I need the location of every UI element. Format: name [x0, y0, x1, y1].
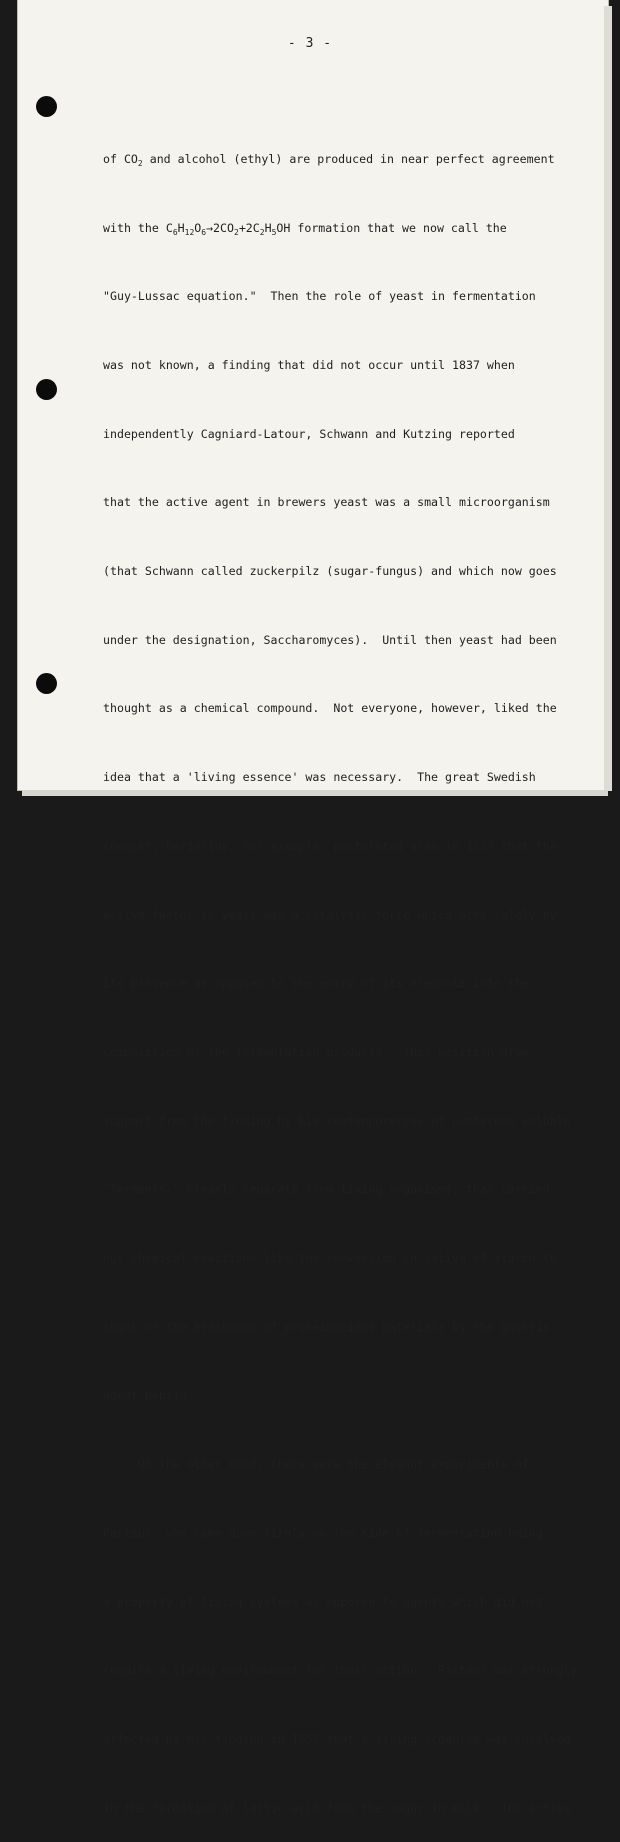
text-line: in the formation of lactic acid from the sugar in milk. The active	[103, 1800, 571, 1815]
text-line: was not known, a finding that did not occur until 1837 when	[103, 357, 515, 372]
text-line: thought as a chemical compound. Not everyone, however, liked the	[103, 701, 557, 716]
text-line: "ferments," clearly separate from living organisms, that carried	[103, 1182, 550, 1197]
text-line: agent pepsin.	[103, 1388, 194, 1403]
text-line: On the other hand, there were the elegant experiments of	[103, 1457, 529, 1472]
text-line: composition of the fermentation products. This position drew	[103, 1044, 529, 1059]
text-line: idea that a 'living essence' was necessary. The great Swedish	[103, 770, 536, 785]
text-line: sugar or the breakdown of proteinacious materials by the gastric	[103, 1319, 550, 1334]
text-line: with the $C_6H_{12}O_6\to 2CO_2+2C_2H_5OH$ formation that we now call the	[103, 220, 507, 237]
text-line: under the designation, Saccharomyces). Until then yeast had been	[103, 632, 557, 647]
text-line: "Guy-Lussac equation." Then the role of yeast in fermentation	[103, 289, 536, 304]
text-line: chemist, Berzelius, for example, postulated also in 1837 that the	[103, 838, 557, 853]
punch-hole-top	[36, 96, 57, 117]
text-line: (that Schwann called zuckerpilz (sugar-fungus) and which now goes	[103, 564, 557, 579]
punch-hole-middle	[36, 379, 57, 400]
text-line: support from the finding by his contemporaries of numberous soluble	[103, 1113, 571, 1128]
page-edge-right	[604, 6, 612, 791]
text-line: that the active agent in brewers yeast was a small microorganism	[103, 495, 550, 510]
text-line: of $CO_2$ and alcohol (ethyl) are produced in near perfect agreement	[103, 151, 555, 168]
text-line: require a living environment for their action. Pasteur was strongly	[103, 1663, 578, 1678]
text-line: independently Cagniard-Latour, Schwann and Kutzing reported	[103, 426, 515, 441]
text-line: a property of living systems as opposed to agents which did not	[103, 1594, 543, 1609]
body-text	[103, 102, 583, 1842]
text-line: its presence as opposed to the entry of its elements into the	[103, 976, 529, 991]
text-line: affected by his finding in 1857 that a living organism was involved	[103, 1731, 571, 1746]
text-line: active factor in yeast was a catalytic force which acts solely by	[103, 907, 557, 922]
page-number: - 3 -	[287, 36, 333, 51]
text-line: out chemical reactions like the conversion in saliva of starch to	[103, 1251, 557, 1266]
punch-hole-bottom	[36, 673, 57, 694]
text-line: Pasteur, who came down firmly on the side of fermentation being	[103, 1525, 543, 1540]
